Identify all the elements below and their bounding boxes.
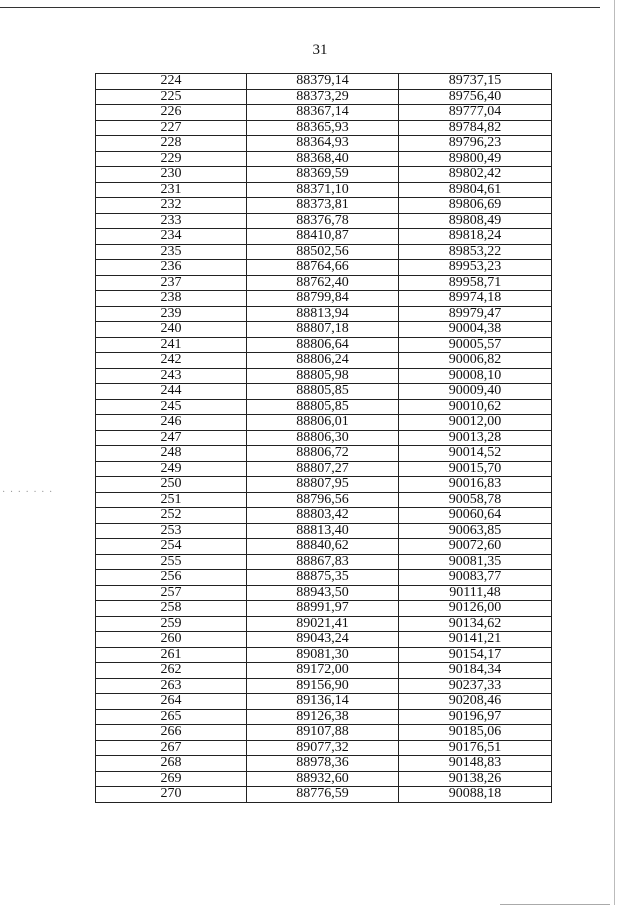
point-number-cell: 230 xyxy=(96,167,247,183)
point-number-cell: 241 xyxy=(96,337,247,353)
y-coordinate-cell: 90148,83 xyxy=(399,756,552,772)
table-row xyxy=(96,198,552,214)
x-coordinate-cell: 89077,32 xyxy=(247,740,399,756)
point-number-cell: 225 xyxy=(96,89,247,105)
point-number-cell: 258 xyxy=(96,601,247,617)
y-coordinate-cell: 90185,06 xyxy=(399,725,552,741)
table-row xyxy=(96,694,552,710)
x-coordinate-cell: 88799,84 xyxy=(247,291,399,307)
point-number-cell: 236 xyxy=(96,260,247,276)
table-row xyxy=(96,151,552,167)
point-number-cell: 228 xyxy=(96,136,247,152)
table-row xyxy=(96,322,552,338)
y-coordinate-cell: 90154,17 xyxy=(399,647,552,663)
point-number-cell: 226 xyxy=(96,105,247,121)
point-number-cell: 234 xyxy=(96,229,247,245)
y-coordinate-cell: 90013,28 xyxy=(399,430,552,446)
point-number-cell: 255 xyxy=(96,554,247,570)
y-coordinate-cell: 90208,46 xyxy=(399,694,552,710)
table-row xyxy=(96,229,552,245)
x-coordinate-cell: 88806,72 xyxy=(247,446,399,462)
y-coordinate-cell: 90083,77 xyxy=(399,570,552,586)
table-row xyxy=(96,337,552,353)
x-coordinate-cell: 89126,38 xyxy=(247,709,399,725)
point-number-cell: 247 xyxy=(96,430,247,446)
y-coordinate-cell: 89777,04 xyxy=(399,105,552,121)
table-row xyxy=(96,415,552,431)
y-coordinate-cell: 89737,15 xyxy=(399,74,552,90)
y-coordinate-cell: 90014,52 xyxy=(399,446,552,462)
point-number-cell: 268 xyxy=(96,756,247,772)
table-row xyxy=(96,585,552,601)
y-coordinate-cell: 89979,47 xyxy=(399,306,552,322)
table-row xyxy=(96,771,552,787)
y-coordinate-cell: 89853,22 xyxy=(399,244,552,260)
point-number-cell: 264 xyxy=(96,694,247,710)
x-coordinate-cell: 88376,78 xyxy=(247,213,399,229)
y-coordinate-cell: 90063,85 xyxy=(399,523,552,539)
y-coordinate-cell: 89808,49 xyxy=(399,213,552,229)
table-row xyxy=(96,306,552,322)
point-number-cell: 256 xyxy=(96,570,247,586)
margin-mark: · · · · · · · xyxy=(2,487,54,498)
table-row xyxy=(96,508,552,524)
y-coordinate-cell: 89806,69 xyxy=(399,198,552,214)
point-number-cell: 251 xyxy=(96,492,247,508)
y-coordinate-cell: 90006,82 xyxy=(399,353,552,369)
y-coordinate-cell: 90009,40 xyxy=(399,384,552,400)
x-coordinate-cell: 88502,56 xyxy=(247,244,399,260)
table-row xyxy=(96,353,552,369)
table-row xyxy=(96,663,552,679)
y-coordinate-cell: 90134,62 xyxy=(399,616,552,632)
point-number-cell: 237 xyxy=(96,275,247,291)
y-coordinate-cell: 90141,21 xyxy=(399,632,552,648)
x-coordinate-cell: 88764,66 xyxy=(247,260,399,276)
x-coordinate-cell: 89081,30 xyxy=(247,647,399,663)
x-coordinate-cell: 88932,60 xyxy=(247,771,399,787)
table-row xyxy=(96,167,552,183)
point-number-cell: 233 xyxy=(96,213,247,229)
point-number-cell: 269 xyxy=(96,771,247,787)
table-row xyxy=(96,461,552,477)
y-coordinate-cell: 89802,42 xyxy=(399,167,552,183)
x-coordinate-cell: 88805,98 xyxy=(247,368,399,384)
table-row xyxy=(96,570,552,586)
y-coordinate-cell: 90126,00 xyxy=(399,601,552,617)
table-row xyxy=(96,539,552,555)
x-coordinate-cell: 88373,29 xyxy=(247,89,399,105)
point-number-cell: 252 xyxy=(96,508,247,524)
y-coordinate-cell: 89800,49 xyxy=(399,151,552,167)
point-number-cell: 243 xyxy=(96,368,247,384)
y-coordinate-cell: 90004,38 xyxy=(399,322,552,338)
point-number-cell: 238 xyxy=(96,291,247,307)
x-coordinate-cell: 88806,24 xyxy=(247,353,399,369)
table-row xyxy=(96,632,552,648)
table-row xyxy=(96,740,552,756)
x-coordinate-cell: 88379,14 xyxy=(247,74,399,90)
y-coordinate-cell: 89974,18 xyxy=(399,291,552,307)
table-row xyxy=(96,74,552,90)
y-coordinate-cell: 89756,40 xyxy=(399,89,552,105)
point-number-cell: 232 xyxy=(96,198,247,214)
table-row xyxy=(96,260,552,276)
x-coordinate-cell: 88371,10 xyxy=(247,182,399,198)
x-coordinate-cell: 88806,30 xyxy=(247,430,399,446)
table-row xyxy=(96,89,552,105)
point-number-cell: 240 xyxy=(96,322,247,338)
x-coordinate-cell: 88840,62 xyxy=(247,539,399,555)
table-row xyxy=(96,554,552,570)
y-coordinate-cell: 90072,60 xyxy=(399,539,552,555)
point-number-cell: 246 xyxy=(96,415,247,431)
x-coordinate-cell: 89136,14 xyxy=(247,694,399,710)
x-coordinate-cell: 88807,27 xyxy=(247,461,399,477)
y-coordinate-cell: 89958,71 xyxy=(399,275,552,291)
y-coordinate-cell: 89818,24 xyxy=(399,229,552,245)
y-coordinate-cell: 90010,62 xyxy=(399,399,552,415)
y-coordinate-cell: 90237,33 xyxy=(399,678,552,694)
y-coordinate-cell: 90058,78 xyxy=(399,492,552,508)
table-row xyxy=(96,120,552,136)
table-row xyxy=(96,616,552,632)
table-row xyxy=(96,709,552,725)
x-coordinate-cell: 88369,59 xyxy=(247,167,399,183)
table-row xyxy=(96,430,552,446)
x-coordinate-cell: 89107,88 xyxy=(247,725,399,741)
table-row xyxy=(96,213,552,229)
point-number-cell: 253 xyxy=(96,523,247,539)
y-coordinate-cell: 90138,26 xyxy=(399,771,552,787)
y-coordinate-cell: 90008,10 xyxy=(399,368,552,384)
x-coordinate-cell: 89156,90 xyxy=(247,678,399,694)
table-row xyxy=(96,182,552,198)
point-number-cell: 235 xyxy=(96,244,247,260)
table-row xyxy=(96,756,552,772)
y-coordinate-cell: 90111,48 xyxy=(399,585,552,601)
y-coordinate-cell: 90176,51 xyxy=(399,740,552,756)
x-coordinate-cell: 88803,42 xyxy=(247,508,399,524)
x-coordinate-cell: 88813,40 xyxy=(247,523,399,539)
x-coordinate-cell: 88875,35 xyxy=(247,570,399,586)
table-row xyxy=(96,647,552,663)
x-coordinate-cell: 88943,50 xyxy=(247,585,399,601)
table-row xyxy=(96,492,552,508)
coordinates-table-body xyxy=(96,74,552,803)
top-rule xyxy=(0,7,600,8)
table-row xyxy=(96,678,552,694)
table-row xyxy=(96,275,552,291)
table-row xyxy=(96,446,552,462)
table-row xyxy=(96,136,552,152)
x-coordinate-cell: 89021,41 xyxy=(247,616,399,632)
table-row xyxy=(96,523,552,539)
point-number-cell: 248 xyxy=(96,446,247,462)
x-coordinate-cell: 88805,85 xyxy=(247,399,399,415)
x-coordinate-cell: 88807,95 xyxy=(247,477,399,493)
point-number-cell: 250 xyxy=(96,477,247,493)
point-number-cell: 265 xyxy=(96,709,247,725)
table-row xyxy=(96,477,552,493)
table-row xyxy=(96,399,552,415)
x-coordinate-cell: 88373,81 xyxy=(247,198,399,214)
point-number-cell: 224 xyxy=(96,74,247,90)
table-row xyxy=(96,244,552,260)
x-coordinate-cell: 88776,59 xyxy=(247,787,399,803)
point-number-cell: 261 xyxy=(96,647,247,663)
x-coordinate-cell: 88367,14 xyxy=(247,105,399,121)
point-number-cell: 259 xyxy=(96,616,247,632)
point-number-cell: 257 xyxy=(96,585,247,601)
point-number-cell: 254 xyxy=(96,539,247,555)
point-number-cell: 267 xyxy=(96,740,247,756)
x-coordinate-cell: 89172,00 xyxy=(247,663,399,679)
y-coordinate-cell: 89796,23 xyxy=(399,136,552,152)
x-coordinate-cell: 88805,85 xyxy=(247,384,399,400)
page-number: 31 xyxy=(312,42,328,58)
x-coordinate-cell: 88806,64 xyxy=(247,337,399,353)
y-coordinate-cell: 90081,35 xyxy=(399,554,552,570)
x-coordinate-cell: 88978,36 xyxy=(247,756,399,772)
table-row xyxy=(96,601,552,617)
x-coordinate-cell: 88796,56 xyxy=(247,492,399,508)
point-number-cell: 270 xyxy=(96,787,247,803)
point-number-cell: 244 xyxy=(96,384,247,400)
point-number-cell: 245 xyxy=(96,399,247,415)
coordinates-table xyxy=(95,73,552,803)
y-coordinate-cell: 90015,70 xyxy=(399,461,552,477)
table-row xyxy=(96,368,552,384)
table-row xyxy=(96,384,552,400)
y-coordinate-cell: 89804,61 xyxy=(399,182,552,198)
point-number-cell: 260 xyxy=(96,632,247,648)
point-number-cell: 239 xyxy=(96,306,247,322)
point-number-cell: 242 xyxy=(96,353,247,369)
x-coordinate-cell: 88806,01 xyxy=(247,415,399,431)
y-coordinate-cell: 90196,97 xyxy=(399,709,552,725)
point-number-cell: 262 xyxy=(96,663,247,679)
point-number-cell: 231 xyxy=(96,182,247,198)
y-coordinate-cell: 89953,23 xyxy=(399,260,552,276)
x-coordinate-cell: 88867,83 xyxy=(247,554,399,570)
x-coordinate-cell: 88807,18 xyxy=(247,322,399,338)
x-coordinate-cell: 89043,24 xyxy=(247,632,399,648)
y-coordinate-cell: 89784,82 xyxy=(399,120,552,136)
table-row xyxy=(96,787,552,803)
x-coordinate-cell: 88813,94 xyxy=(247,306,399,322)
table-row xyxy=(96,105,552,121)
table-row xyxy=(96,291,552,307)
point-number-cell: 263 xyxy=(96,678,247,694)
page-edge xyxy=(614,0,615,905)
x-coordinate-cell: 88991,97 xyxy=(247,601,399,617)
y-coordinate-cell: 90005,57 xyxy=(399,337,552,353)
y-coordinate-cell: 90088,18 xyxy=(399,787,552,803)
x-coordinate-cell: 88365,93 xyxy=(247,120,399,136)
point-number-cell: 229 xyxy=(96,151,247,167)
x-coordinate-cell: 88762,40 xyxy=(247,275,399,291)
x-coordinate-cell: 88364,93 xyxy=(247,136,399,152)
y-coordinate-cell: 90016,83 xyxy=(399,477,552,493)
table-row xyxy=(96,725,552,741)
y-coordinate-cell: 90184,34 xyxy=(399,663,552,679)
x-coordinate-cell: 88368,40 xyxy=(247,151,399,167)
x-coordinate-cell: 88410,87 xyxy=(247,229,399,245)
point-number-cell: 227 xyxy=(96,120,247,136)
y-coordinate-cell: 90060,64 xyxy=(399,508,552,524)
point-number-cell: 249 xyxy=(96,461,247,477)
point-number-cell: 266 xyxy=(96,725,247,741)
y-coordinate-cell: 90012,00 xyxy=(399,415,552,431)
